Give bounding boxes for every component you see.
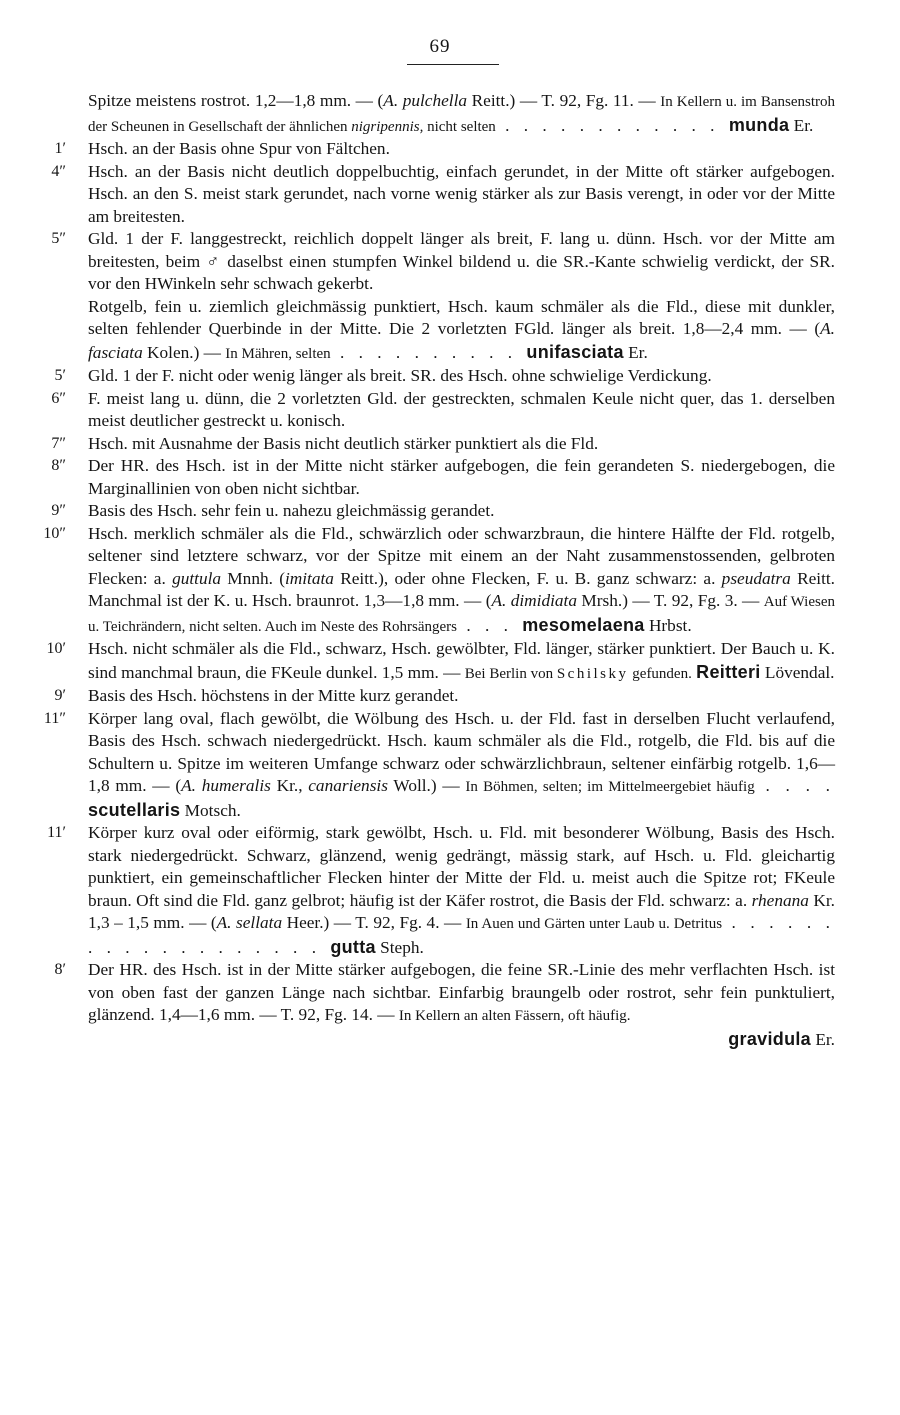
leader-dots: . . . . . . . . . . <box>330 342 527 362</box>
couplet-label: 9′ <box>54 687 66 704</box>
species-author: Lövendal. <box>760 662 835 682</box>
collector-name: Schilsky <box>556 665 629 682</box>
couplet-label: 4″ <box>51 162 66 180</box>
entry-text: Mrsh.) — T. 92, Fg. 3. — <box>577 591 764 610</box>
key-text <box>40 90 835 1051</box>
couplet-1-alt <box>40 138 835 161</box>
couplet-label: 11′ <box>47 824 66 841</box>
habitat-text: Bei Berlin von <box>464 665 557 682</box>
couplet-label: 6″ <box>51 389 66 407</box>
habitat-text: nicht selten <box>423 118 496 135</box>
synonym: imitata <box>284 568 334 588</box>
entry-text: daselbst einen stumpfen Winkel bildend u. die SR.-Kante schwielig verdickt, der SR. vor den HWinkeln sehr schwach gekerbt. <box>88 251 835 293</box>
species-author: Er. <box>811 1029 835 1049</box>
couplet-11-alt <box>40 822 835 959</box>
couplet-7-b <box>40 433 835 456</box>
synonym: A. pulchella <box>383 91 468 110</box>
couplet-label: 5′ <box>54 367 66 384</box>
species-name: munda <box>728 114 790 135</box>
entry-text: Körper kurz oval oder eiförmig, stark gewölbt, Hsch. u. Fld. mit besonderer Wölbung, Basis des Hsch. stark niedergedrückt. Schwarz, glänzend, wenig gedrängt, mässig stark, auf Hsch. u. Fld. gleichartig punktiert, ein gemeinschaftlicher Flecken hinter der Mitte der Fld. u. meist auch die Spitze rot; FKeule braun. Oft sind die Fld. ganz gelbrot; häufig ist der Käfer rostrot, die Basis der Fld. schwarz: a. <box>88 823 835 910</box>
reference-name: nigripennis, <box>351 118 424 135</box>
entry-text: Heer.) — T. 92, Fg. 4. — <box>282 913 466 932</box>
leader-dots: . . . . . . . . . . . . . . . . . . . <box>88 913 836 957</box>
species-name: mesomelaena <box>522 614 645 635</box>
entry-text: Der HR. des Hsch. ist in der Mitte stärker aufgebogen, die feine SR.-Linie des mehr verflachten Hsch. ist von oben fast der ganzen Länge nach sichtbar. Einfarbig braungelb oder rostrot, sehr fein punktuliert, glänzend. 1,4—1,6 mm. — T. 92, Fg. 14. — <box>88 960 835 1024</box>
couplet-label: 7″ <box>51 434 66 452</box>
habitat-text: In Böhmen, selten; im Mittelmeergebiet häufig <box>465 779 755 795</box>
couplet-9-alt <box>40 685 835 708</box>
species-line <box>88 1028 835 1052</box>
couplet-10-b <box>40 523 835 639</box>
species-name: gravidula <box>728 1028 811 1049</box>
habitat-text: In Kellern an alten Fässern, oft häufig. <box>398 1008 631 1024</box>
entry-text: Der HR. des Hsch. ist in der Mitte nicht stärker aufgebogen, die fein gerandeten S. niedergebogen, die Marginallinien von oben nicht sichtbar. <box>88 456 835 498</box>
entry-text: Hsch. nicht schmäler als die Fld., schwarz, Hsch. gewölbter, Fld. länger, stärker punktiert. Der Bauch u. K. sind manchmal braun, die FKeule dunkel. 1,5 mm. — <box>88 639 835 682</box>
species-name: Reitteri <box>696 661 761 682</box>
synonym: A. fasciata <box>88 319 835 362</box>
entry-text: Reitt. Manchmal ist der K. u. Hsch. braunrot. 1,3—1,8 mm. — ( <box>88 568 835 610</box>
synonym: A. sellata <box>216 913 283 932</box>
species-name: gutta <box>330 936 376 957</box>
entry-text: Hsch. merklich schmäler als die Fld., schwärzlich oder schwarzbraun, die hintere Hälfte der Fld. rotgelb, seltener sind letztere schwarz, vor der Spitze mit einem an der Naht zusammenstossenden, gelbroten Flecken: a. <box>88 523 835 588</box>
couplet-label: 10′ <box>46 640 66 657</box>
couplet-label: 8′ <box>54 961 66 978</box>
leader-dots: . . . . . . . . . . . . <box>495 115 729 135</box>
couplet-label: 11″ <box>43 709 66 727</box>
species-author: Steph. <box>375 937 424 957</box>
species-author: Motsch. <box>180 800 241 820</box>
entry-text: Kr. 1,3 – 1,5 mm. — ( <box>88 890 835 932</box>
leader-dots: . . . . <box>754 776 835 795</box>
entry-text: Basis des Hsch. höchstens in der Mitte kurz gerandet. <box>88 686 459 705</box>
entry-text: Hsch. an der Basis ohne Spur von Fältchen. <box>88 139 390 158</box>
species-author: Er. <box>623 342 648 362</box>
entry-text: F. meist lang u. dünn, die 2 vorletzten Gld. der gestreckten, schmalen Keule nicht quer, das 1. derselben meist deutlicher gestreckt u. konisch. <box>88 388 835 430</box>
entry-text: Rotgelb, fein u. ziemlich gleichmässig punktiert, Hsch. kaum schmäler als die Fld., diese mit dunkler, selten fehlender Querbinde in der Mitte. Die 2 vorletzten FGld. länger als breit. 1,8—2,4 mm. — ( <box>88 296 835 338</box>
entry-munda <box>40 90 835 138</box>
entry-text: Hsch. mit Ausnahme der Basis nicht deutlich stärker punktiert als die Fld. <box>88 433 599 453</box>
aberration-name: pseudatra <box>721 568 791 588</box>
entry-text: Hsch. an der Basis nicht deutlich doppelbuchtig, einfach gerundet, in der Mitte oft stärker aufgebogen. Hsch. an den S. meist stark gerundet, nach vorne wenig stärker als zur Basis verengt, in oder vor der Mitte am breitesten. <box>88 161 835 226</box>
couplet-11-b <box>40 708 835 823</box>
couplet-9-b <box>40 500 835 523</box>
male-symbol-icon: ♂ <box>206 251 222 271</box>
habitat-text: Auf Wiesen u. Teichrändern, nicht selten. Auch im Neste des Rohrsängers <box>88 594 835 635</box>
habitat-text: gefunden. <box>628 665 692 682</box>
entry-text: Reitt.), oder ohne Flecken, F. u. B. ganz schwarz: a. <box>333 568 722 588</box>
couplet-5-b <box>40 228 835 296</box>
page-number: 69 <box>429 36 451 57</box>
couplet-5-alt <box>40 365 835 388</box>
couplet-4-b <box>40 161 835 229</box>
species-name: unifasciata <box>526 341 624 362</box>
page-number-rule <box>407 64 499 65</box>
couplet-label: 10″ <box>43 524 66 542</box>
couplet-label: 1′ <box>54 140 66 157</box>
entry-text: Kolen.) — <box>142 342 226 362</box>
entry-text: Gld. 1 der F. langgestreckt, reichlich doppelt länger als breit, F. lang u. dünn. Hsch. vor der Mitte am breitesten, beim <box>88 229 835 271</box>
species-name: scutellaris <box>88 799 181 820</box>
synonym: canariensis <box>308 776 388 795</box>
entry-text: Basis des Hsch. sehr fein u. nahezu gleichmässig gerandet. <box>88 501 495 520</box>
species-author: Hrbst. <box>644 615 692 635</box>
entry-text: Kr., <box>270 776 309 795</box>
entry-text: Spitze meistens rostrot. 1,2—1,8 mm. — ( <box>88 91 384 110</box>
couplet-label: 8″ <box>51 457 66 474</box>
entry-unifasciata <box>40 296 835 366</box>
synonym: A. dimidiata <box>491 591 577 610</box>
entry-text: Körper lang oval, flach gewölbt, die Wölbung des Hsch. u. der Fld. fast in derselben Flucht verlaufend, Basis des Hsch. schwach niedergedrückt. Hsch. kaum schmäler als die Fld., rotgelb, die Fld. bis auf die Schultern u. Spitze im weiteren Umfange schwarz oder schwärzlichbraun, seltener einfärbig rotgelb. 1,6—1,8 mm. — ( <box>88 708 835 795</box>
entry-text: Gld. 1 der F. nicht oder wenig länger als breit. SR. des Hsch. ohne schwielige Verdickung. <box>88 366 712 385</box>
habitat-text: In Mähren, selten <box>225 345 331 362</box>
couplet-10-alt <box>40 638 835 685</box>
entry-text: Reitt.) — T. 92, Fg. 11. — <box>467 91 661 110</box>
aberration-name: rhenana <box>751 890 809 910</box>
couplet-6-b <box>40 388 835 433</box>
habitat-text: In Kellern u. im Bansenstroh der Scheunen in Gesellschaft der ähnlichen <box>88 94 836 135</box>
leader-dots: . . . <box>457 615 523 635</box>
couplet-8-b <box>40 455 835 500</box>
synonym: A. humeralis <box>181 776 271 795</box>
couplet-label: 5″ <box>51 230 66 247</box>
habitat-text: In Auen und Gärten unter Laub u. Detritus <box>465 916 723 932</box>
couplet-label: 9″ <box>51 502 66 519</box>
entry-text: Woll.) — <box>387 776 466 795</box>
species-author: Er. <box>789 115 814 135</box>
entry-text: Mnnh. ( <box>221 568 285 588</box>
aberration-name: guttula <box>172 568 222 588</box>
couplet-8-alt <box>40 959 835 1051</box>
